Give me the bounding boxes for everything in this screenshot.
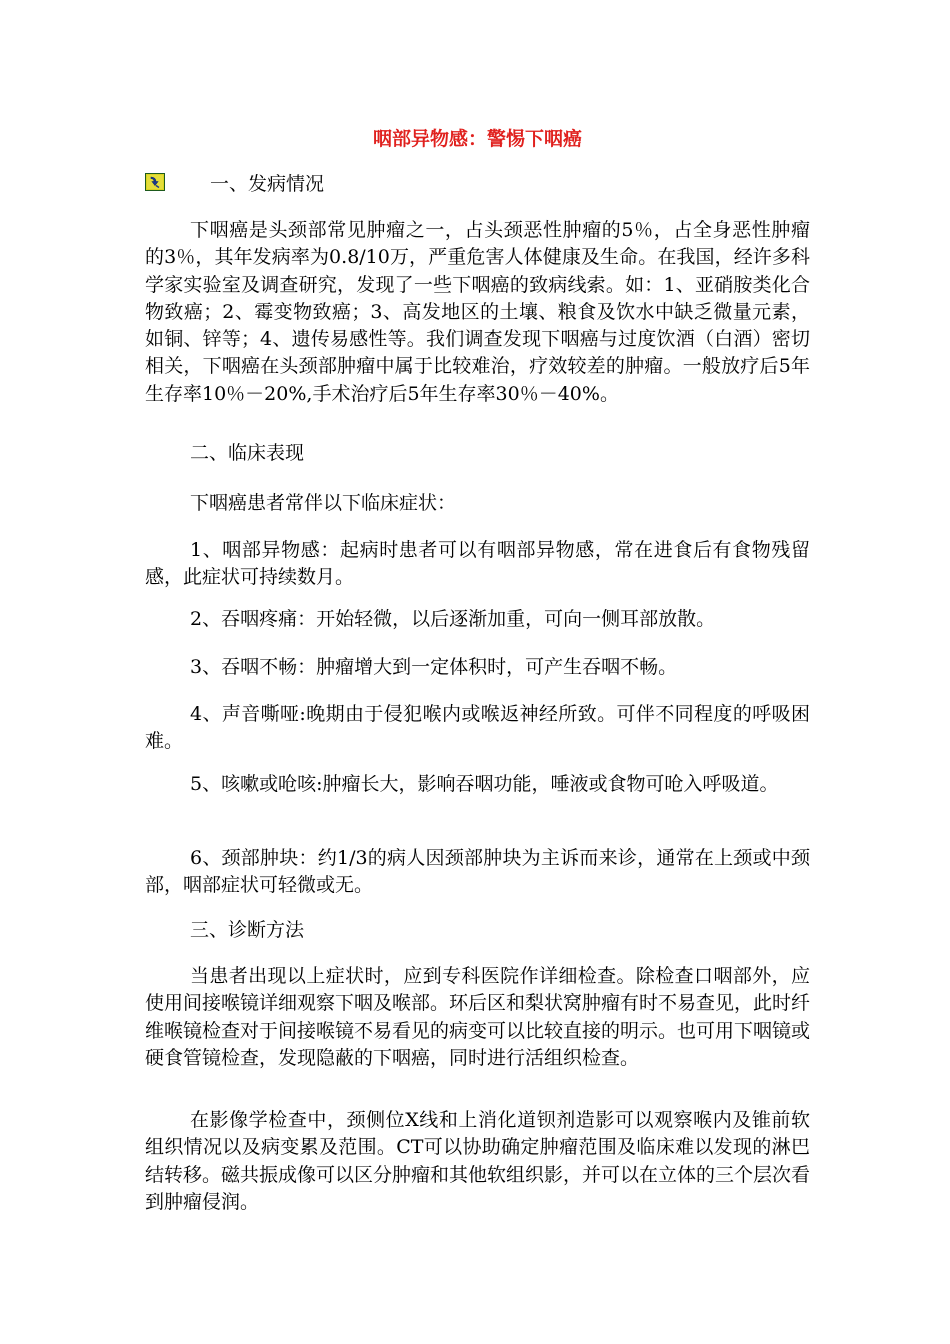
symptom-item-5: 5、咳嗽或呛咳:肿瘤长大，影响吞咽功能，唾液或食物可呛入呼吸道。 — [190, 773, 779, 795]
symptom-item-1: 1、咽部异物感：起病时患者可以有咽部异物感，常在进食后有食物残留感，此症状可持续数月。 — [145, 539, 810, 589]
section-3-heading: 三、诊断方法 — [190, 919, 305, 941]
section-3-paragraph-1: 当患者出现以上症状时，应到专科医院作详细检查。除检查口咽部外，应使用间接喉镜详细观察下咽及喉部。环后区和梨状窝肿瘤有时不易查见，此时纤维喉镜检查对于间接喉镜不易看见的病变可以比较直接的明示。也可用下咽镜或硬食管镜检查，发现隐蔽的下咽癌，同时进行活组织检查。 — [145, 965, 811, 1069]
section-1-heading-row — [145, 171, 810, 197]
section-2-intro: 下咽癌患者常伴以下临床症状： — [190, 492, 457, 514]
section-2-heading: 二、临床表现 — [190, 442, 305, 464]
symptom-item-2: 2、吞咽疼痛：开始轻微，以后逐渐加重，可向一侧耳部放散。 — [190, 608, 716, 630]
section-1-heading: 一、发病情况 — [210, 173, 325, 195]
page-title: 咽部异物感：警惕下咽癌 — [372, 128, 582, 150]
symptom-item-4: 4、声音嘶哑:晚期由于侵犯喉内或喉返神经所致。可伴不同程度的呼吸困难。 — [145, 703, 810, 753]
section-3-paragraph-2: 在影像学检查中，颈侧位X线和上消化道钡剂造影可以观察喉内及锥前软组织情况以及病变累及范围。CT可以协助确定肿瘤范围及临床难以发现的淋巴结转移。磁共振成像可以区分肿瘤和其他软组织影，并可以在立体的三个层次看到肿瘤侵润。 — [145, 1109, 811, 1213]
symptom-item-3: 3、吞咽不畅：肿瘤增大到一定体积时，可产生吞咽不畅。 — [190, 656, 678, 678]
section-1-paragraph: 下咽癌是头颈部常见肿瘤之一，占头颈恶性肿瘤的5％，占全身恶性肿瘤的3％，其年发病率为0.8/10万，严重危害人体健康及生命。在我国，经许多科学家实验室及调查研究，发现了一些下咽癌的致病线索。如：1、亚硝胺类化合物致癌；2、霉变物致癌；3、高发地区的土壤、粮食及饮水中缺乏微量元素，如铜、锌等；4、遗传易感性等。我们调查发现下咽癌与过度饮酒（白酒）密切相关，下咽癌在头颈部肿瘤中属于比较难治，疗效较差的肿瘤。一般放疗后5年生存率10％－20%,手术治疗后5年生存率30％－40%。 — [145, 219, 810, 405]
symptom-item-6: 6、颈部肿块：约1/3的病人因颈部肿块为主诉而来诊，通常在上颈或中颈部，咽部症状可轻微或无。 — [145, 847, 810, 897]
arrow-bullet-icon — [145, 173, 165, 191]
